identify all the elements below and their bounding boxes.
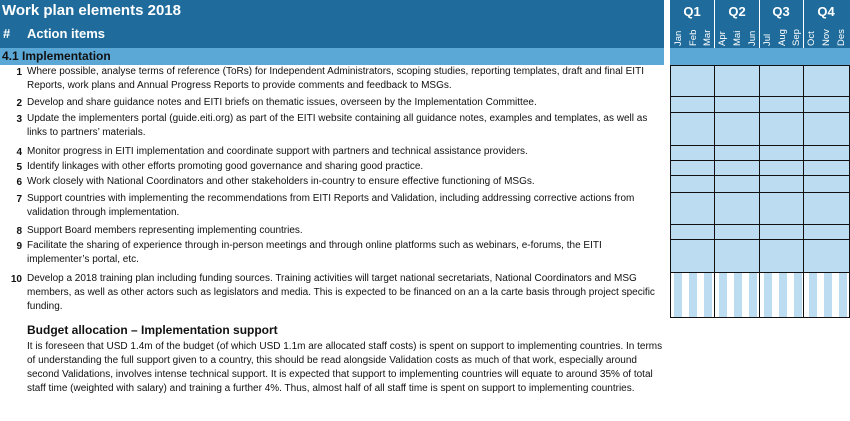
action-item-text: Where possible, analyse terms of reference (ToRs) for Independent Administrators, scoping studies, reporting templates, draft and final EITI Reports, work plans and Annual Progress Reports to provide comments and feedback to MSGs. <box>27 66 644 91</box>
grid-row-line <box>670 96 850 97</box>
timeline-cell <box>760 193 803 224</box>
item-number: 10 <box>10 274 22 285</box>
grid-column-line <box>714 65 715 318</box>
timeline-month-bar <box>809 273 817 318</box>
page-title: Work plan elements 2018 <box>2 2 181 19</box>
action-item-text: Update the implementers portal (guide.eiti.org) as part of the EITI website containing all guidance notes, examples and templates, as well as links to partners’ materials. <box>27 113 648 138</box>
quarter-divider <box>759 0 760 48</box>
timeline-month-bar <box>674 273 682 318</box>
timeline-month-bar <box>764 273 772 318</box>
timeline-cell <box>715 161 759 175</box>
timeline-cell <box>671 240 714 272</box>
section-title: 4.1 Implementation <box>2 49 111 63</box>
quarter-label: Q3 <box>772 4 790 19</box>
action-item-text: Develop a 2018 training plan including funding sources. Training activities will target national secretariats, National Coordinators and MSG members, as well as other actors such as legislators and media. This is expected to be financed on an a la carte basis through project specific funding. <box>27 273 655 312</box>
timeline-cell <box>715 66 759 96</box>
item-number: 3 <box>16 114 22 125</box>
timeline-cell <box>671 97 714 112</box>
timeline-month-bar <box>704 273 712 318</box>
timeline-cell <box>760 66 803 96</box>
timeline-month-bar <box>734 273 742 318</box>
timeline-month-bar <box>719 273 727 318</box>
grid-row-line <box>670 160 850 161</box>
timeline-cell <box>760 225 803 239</box>
grid-row-line <box>670 65 850 66</box>
budget-title: Budget allocation – Implementation support <box>27 323 278 337</box>
timeline-cell <box>804 225 850 239</box>
quarter-divider <box>714 0 715 48</box>
item-number: 7 <box>16 194 22 205</box>
action-item-text: Support countries with implementing the recommendations from EITI Reports and Validation, including addressing corrective actions from validation through implementation. <box>27 193 635 218</box>
item-number: 4 <box>16 147 22 158</box>
timeline-month-bar <box>824 273 832 318</box>
section-header-timeline <box>670 48 850 65</box>
timeline-cell <box>671 146 714 160</box>
quarter-divider <box>803 0 804 48</box>
timeline-month-bar <box>839 273 847 318</box>
grid-row-line <box>670 112 850 113</box>
timeline-cell <box>760 176 803 192</box>
timeline-cell <box>715 176 759 192</box>
quarter-label: Q4 <box>817 4 835 19</box>
timeline-cell <box>671 113 714 145</box>
timeline-month-bar <box>689 273 697 318</box>
grid-column-line <box>759 65 760 318</box>
grid-column-line <box>803 65 804 318</box>
timeline-cell <box>760 97 803 112</box>
grid-row-line <box>670 145 850 146</box>
timeline-cell <box>715 97 759 112</box>
grid-row-line <box>670 272 850 273</box>
timeline-cell <box>760 161 803 175</box>
item-number: 5 <box>16 162 22 173</box>
action-item-text: Support Board members representing implementing countries. <box>27 225 303 236</box>
timeline-cell <box>804 240 850 272</box>
timeline-cell <box>804 113 850 145</box>
item-number: 2 <box>16 98 22 109</box>
action-item-text: Facilitate the sharing of experience through in-person meetings and through online platforms such as webinars, e-forums, the EITI implementer’s portal, etc. <box>27 240 602 265</box>
timeline-cell <box>760 113 803 145</box>
timeline-cell <box>804 66 850 96</box>
grid-column-line <box>670 65 671 318</box>
timeline-cell <box>671 161 714 175</box>
timeline-cell <box>804 193 850 224</box>
quarter-label: Q1 <box>683 4 701 19</box>
timeline-cell <box>804 176 850 192</box>
quarter-label: Q2 <box>728 4 746 19</box>
item-number: 8 <box>16 226 22 237</box>
grid-row-line <box>670 239 850 240</box>
timeline-month-bar <box>779 273 787 318</box>
number-column-header: # <box>3 26 11 41</box>
item-number: 9 <box>16 241 22 252</box>
section-header <box>0 48 664 65</box>
timeline-cell <box>715 193 759 224</box>
action-item-text: Work closely with National Coordinators and other stakeholders in-country to ensure effective functioning of MSGs. <box>27 176 535 187</box>
action-item-text: Identify linkages with other efforts promoting good governance and sharing good practice. <box>27 161 424 172</box>
timeline-cell <box>760 240 803 272</box>
timeline-cell <box>671 66 714 96</box>
grid-row-line <box>670 224 850 225</box>
item-number: 6 <box>16 177 22 188</box>
timeline-month-bar <box>749 273 757 318</box>
timeline-cell <box>804 146 850 160</box>
timeline-cell <box>715 225 759 239</box>
quarter-header: Q1 Q2 Q3 Q4 Jan Feb Mar Apr Mai Jun Jul Aug Sep Oct Nov Des <box>670 0 850 48</box>
timeline-cell <box>671 193 714 224</box>
timeline-cell <box>760 146 803 160</box>
timeline-cell <box>671 176 714 192</box>
timeline-cell <box>804 161 850 175</box>
timeline-grid <box>670 65 850 318</box>
timeline-cell <box>671 225 714 239</box>
timeline-cell <box>715 146 759 160</box>
timeline-month-bar <box>794 273 802 318</box>
grid-row-line <box>670 175 850 176</box>
budget-paragraph: It is foreseen that USD 1.4m of the budget (of which USD 1.1m are allocated staff costs) is spent on support to implementing countries. In terms of understanding the full support given to a country, this should be read alongside Validation costs as much of that work, especially around second Validations, involves intense technical support. It is expected that support to implementing countries will equate to around 35% of total staff time (weighted with salary) and training a further 4%. Thus, almost half of all staff time is spent on support to implementing countries. <box>27 341 663 394</box>
grid-row-line <box>670 192 850 193</box>
action-items-column-header: Action items <box>27 26 106 41</box>
timeline-cell <box>804 97 850 112</box>
grid-row-line <box>670 317 850 318</box>
action-item-text: Develop and share guidance notes and EITI briefs on thematic issues, overseen by the Implementation Committee. <box>27 97 537 108</box>
item-number: 1 <box>16 67 22 78</box>
table-header <box>0 0 664 48</box>
timeline-cell <box>715 113 759 145</box>
timeline-cell <box>715 240 759 272</box>
action-item-text: Monitor progress in EITI implementation and coordinate support with partners and technical assistance providers. <box>27 146 528 157</box>
